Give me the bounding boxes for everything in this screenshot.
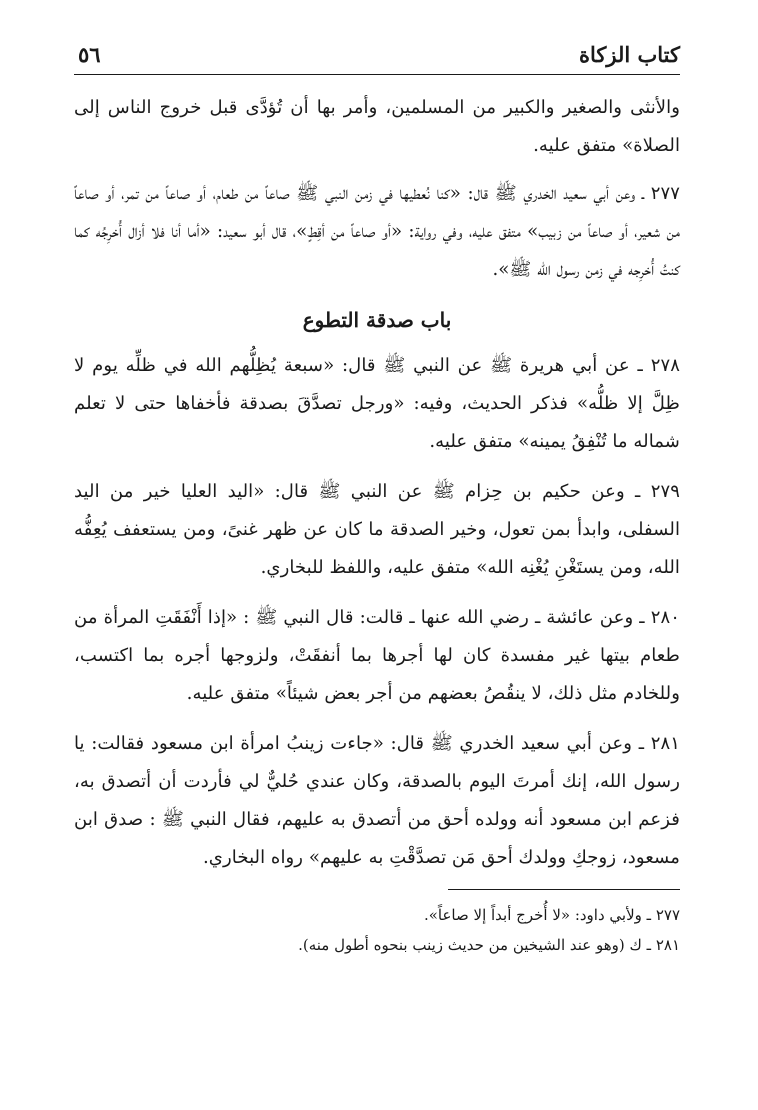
page-header [74, 38, 680, 75]
book-page [74, 38, 680, 1088]
page-body [74, 75, 680, 960]
hadith-279: ٢٧٩ ـ وعن حكيم بن حِزام ﷺ عن النبي ﷺ قال: «اليد العليا خير من اليد السفلى، وابدأ بمن تعول، وخير الصدقة ما كان عن ظهر غنىً، ومن يستعفف يُعِفُّه الله، ومن يستَغْنِ يُغْنِه الله» متفق عليه، واللفظ للبخاري. [74, 481, 680, 578]
chapter-title: كتاب الزكاة [578, 42, 680, 67]
hadith-281: ٢٨١ ـ وعن أبي سعيد الخدري ﷺ قال: «جاءت زينبُ امرأة ابن مسعود فقالت: يا رسول الله، إنك أمرتَ اليوم بالصدقة، وكان عندي حُليٌّ لي فأردت أن أتصدق به، فزعم ابن مسعود أنه وولده أحق من أتصدق به عليهم، فقال النبي ﷺ : صدق ابن مسعود، زوجكِ وولدك أحق مَن تصدَّقْتِ به عليهم» رواه البخاري. [74, 733, 680, 868]
footnote-277: ٢٧٧ ـ ولأبي داود: «لا أُخرج أبداً إلا صاعاً». [423, 906, 680, 924]
footnote-divider [448, 889, 680, 890]
footnotes [74, 889, 680, 960]
hadith-280: ٢٨٠ ـ وعن عائشة ـ رضي الله عنها ـ قالت: قال النبي ﷺ : «إذا أَنْفَقَتِ المرأة من طعام بيتها غير مفسدة كان لها أجرها بما أنفقَتْ، ولزوجها أجره بما اكتسب، وللخادم مثل ذلك، لا ينقُصُ بعضهم من أجر بعض شيئاً» متفق عليه. [74, 607, 680, 704]
footnote-281: ٢٨١ ـ ك (وهو عند الشيخين من حديث زينب بنحوه أطول منه). [298, 936, 680, 954]
paragraph-continuation: والأنثى والصغير والكبير من المسلمين، وأمر بها أن تُؤدَّى قبل خروج الناس إلى الصلاة» متفق عليه. [74, 97, 680, 156]
hadith-277: ٢٧٧ ـ وعن أبي سعيد الخدري ﷺ قال: «كنا نُعطيها في زمن النبي ﷺ صاعاً من طعام، أو صاعاً من تمر، أو صاعاً من شعير، أو صاعاً من زبيب» متفق عليه، وفي رواية: «أو صاعاً من أقِطٍ»، قال أبو سعيد: «أما أنا فلا أزال أُخرِجُه كما كنتُ أُخرِجه في زمن رسول الله ﷺ». [74, 183, 680, 280]
page-number: ٥٦ [78, 42, 101, 67]
section-heading: باب صدقة التطوع [302, 308, 452, 332]
hadith-278: ٢٧٨ ـ عن أبي هريرة ﷺ عن النبي ﷺ قال: «سبعة يُظِلُّهم الله في ظلِّه يوم لا ظِلَّ إلا ظلُّه» فذكر الحديث، وفيه: «ورجل تصدَّقَ بصدقة فأخفاها حتى لا تعلم شماله ما تُنْفِقُ يمينه» متفق عليه. [74, 355, 680, 452]
